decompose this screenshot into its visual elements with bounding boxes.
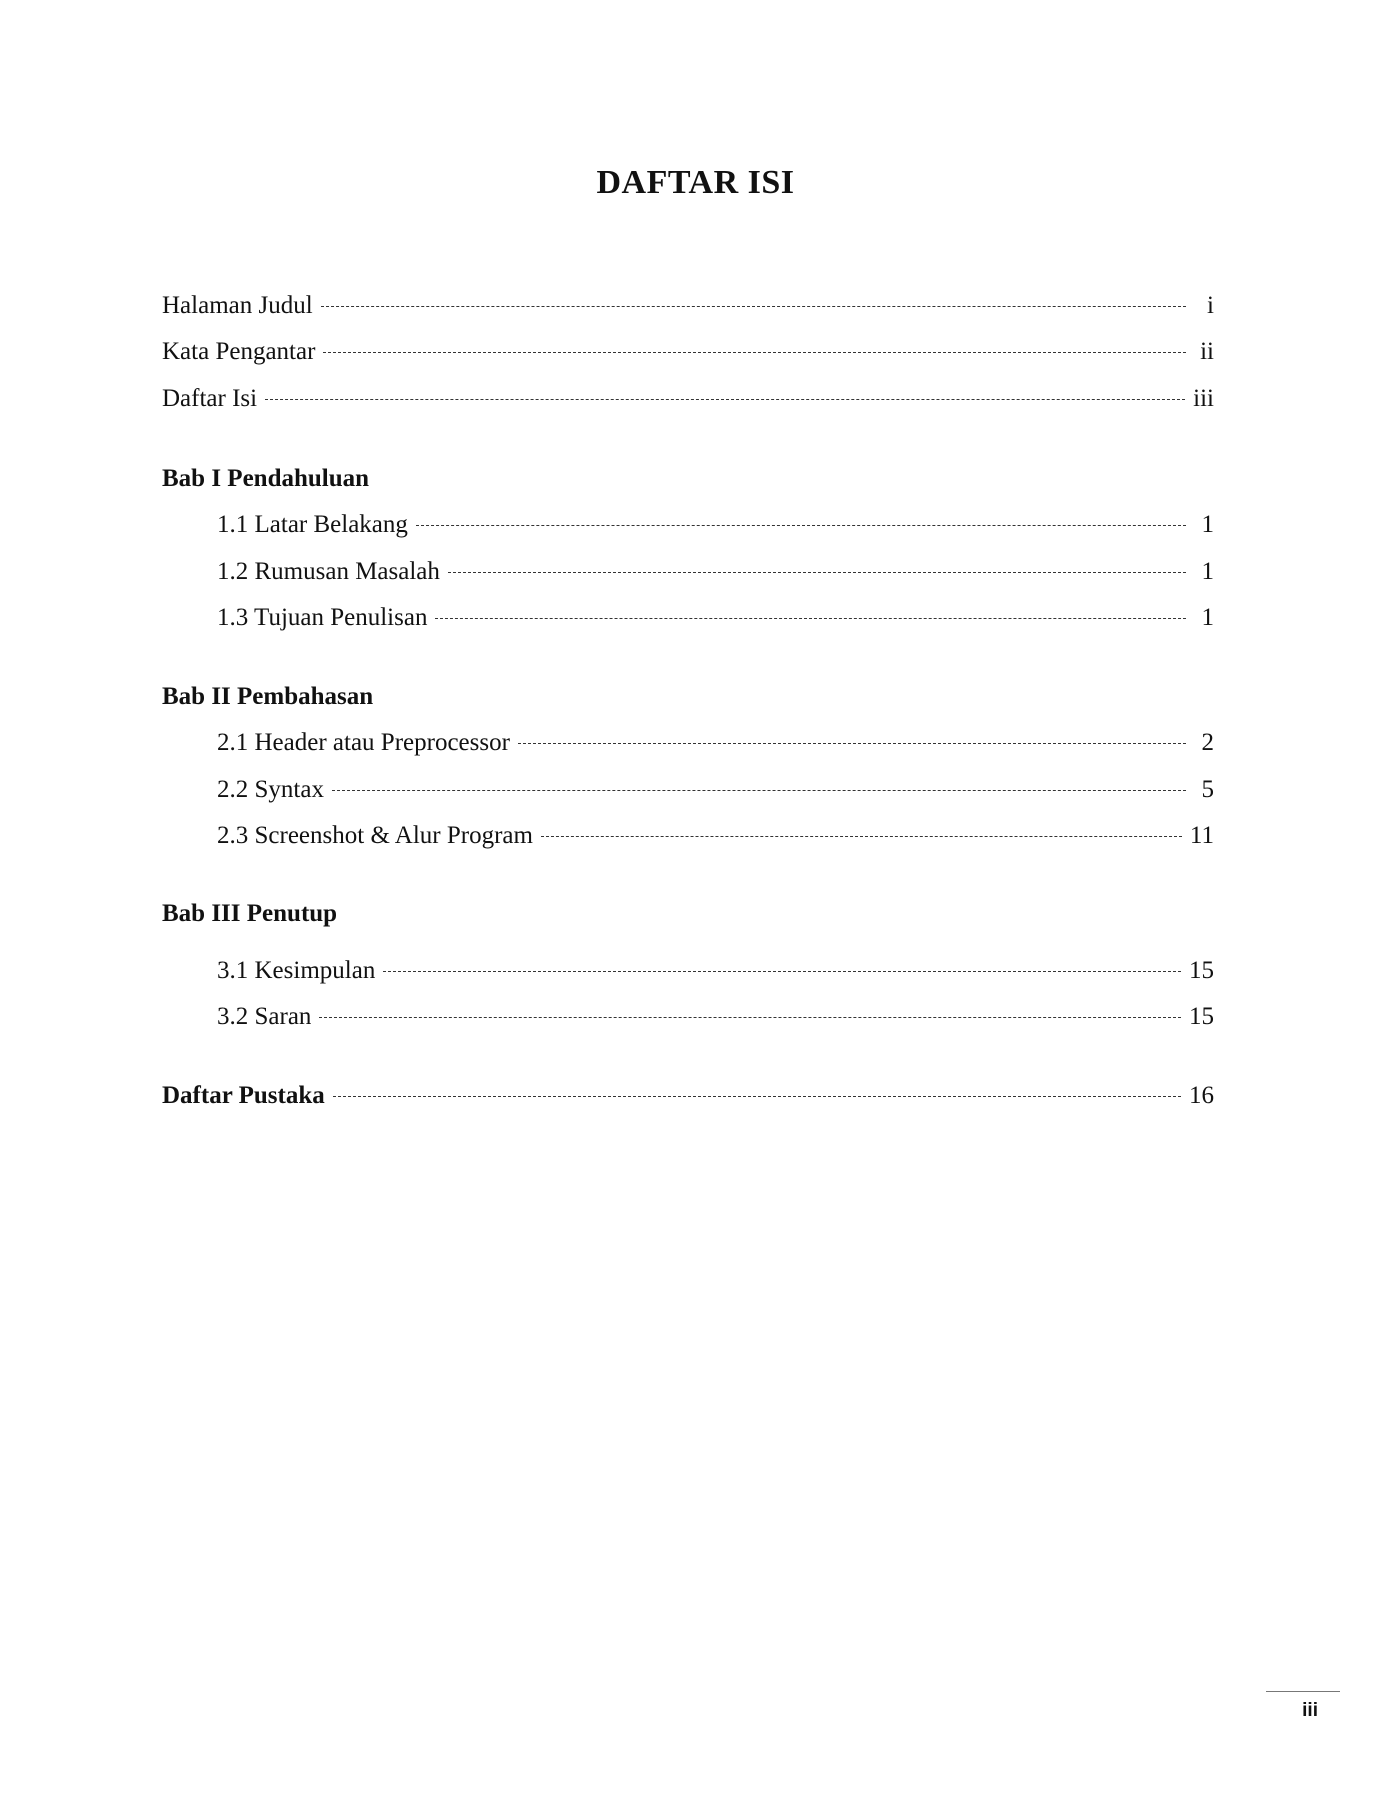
dotted-leader bbox=[416, 525, 1186, 526]
toc-entry-page: 1 bbox=[1201, 558, 1214, 585]
toc-entry-label: Halaman Judul bbox=[162, 292, 313, 319]
dotted-leader bbox=[332, 790, 1186, 791]
dotted-leader bbox=[265, 399, 1185, 400]
dotted-leader bbox=[518, 743, 1186, 744]
dotted-leader bbox=[333, 1096, 1181, 1097]
toc-entry-label: 1.3 Tujuan Penulisan bbox=[217, 604, 428, 631]
toc-entry-page: ii bbox=[1200, 338, 1214, 365]
toc-entry-daftar-isi[interactable] bbox=[162, 385, 1214, 421]
toc-entry-daftar-pustaka[interactable] bbox=[162, 1082, 1214, 1118]
dotted-leader bbox=[323, 352, 1186, 353]
footer-rule bbox=[1266, 1691, 1340, 1692]
toc-entry-label: 2.1 Header atau Preprocessor bbox=[217, 729, 510, 756]
chapter-heading-bab-2: Bab II Pembahasan bbox=[162, 683, 374, 710]
toc-entry-page: 2 bbox=[1201, 729, 1214, 756]
toc-entry-page: 16 bbox=[1189, 1082, 1214, 1109]
toc-entry-label: 3.2 Saran bbox=[217, 1003, 312, 1030]
toc-entry-header-preprocessor[interactable] bbox=[217, 729, 1214, 765]
toc-entry-page: i bbox=[1207, 292, 1214, 319]
toc-entry-tujuan-penulisan[interactable] bbox=[217, 604, 1214, 640]
page-title: DAFTAR ISI bbox=[596, 164, 795, 201]
toc-entry-page: 15 bbox=[1189, 1003, 1214, 1030]
toc-entry-page: 11 bbox=[1189, 822, 1214, 849]
chapter-heading-bab-1: Bab I Pendahuluan bbox=[162, 465, 370, 492]
toc-entry-kata-pengantar[interactable] bbox=[162, 338, 1214, 374]
toc-entry-label: 1.1 Latar Belakang bbox=[217, 511, 408, 538]
toc-entry-page: 1 bbox=[1201, 604, 1214, 631]
dotted-leader bbox=[541, 836, 1182, 837]
toc-entry-label: 2.3 Screenshot & Alur Program bbox=[217, 822, 533, 849]
dotted-leader bbox=[383, 971, 1181, 972]
dotted-leader bbox=[448, 572, 1186, 573]
toc-entry-label: Kata Pengantar bbox=[162, 338, 316, 365]
toc-entry-screenshot-alur[interactable] bbox=[217, 822, 1214, 858]
toc-entry-rumusan-masalah[interactable] bbox=[217, 558, 1214, 594]
toc-entry-page: 15 bbox=[1189, 957, 1214, 984]
dotted-leader bbox=[435, 618, 1186, 619]
chapter-heading-bab-3: Bab III Penutup bbox=[162, 900, 338, 927]
toc-entry-label: Daftar Pustaka bbox=[162, 1082, 325, 1109]
toc-entry-label: 1.2 Rumusan Masalah bbox=[217, 558, 440, 585]
toc-entry-label: 3.1 Kesimpulan bbox=[217, 957, 376, 984]
toc-entry-page: 5 bbox=[1201, 776, 1214, 803]
toc-entry-latar-belakang[interactable] bbox=[217, 511, 1214, 547]
toc-entry-halaman-judul[interactable] bbox=[162, 292, 1214, 328]
footer-page-number: iii bbox=[1302, 1700, 1318, 1721]
toc-entry-label: Daftar Isi bbox=[162, 385, 258, 412]
toc-entry-syntax[interactable] bbox=[217, 776, 1214, 812]
toc-entry-page: 1 bbox=[1201, 511, 1214, 538]
dotted-leader bbox=[319, 1017, 1181, 1018]
toc-entry-saran[interactable] bbox=[217, 1003, 1214, 1039]
dotted-leader bbox=[321, 306, 1186, 307]
toc-entry-kesimpulan[interactable] bbox=[217, 957, 1214, 993]
toc-entry-page: iii bbox=[1193, 385, 1214, 412]
toc-entry-label: 2.2 Syntax bbox=[217, 776, 324, 803]
